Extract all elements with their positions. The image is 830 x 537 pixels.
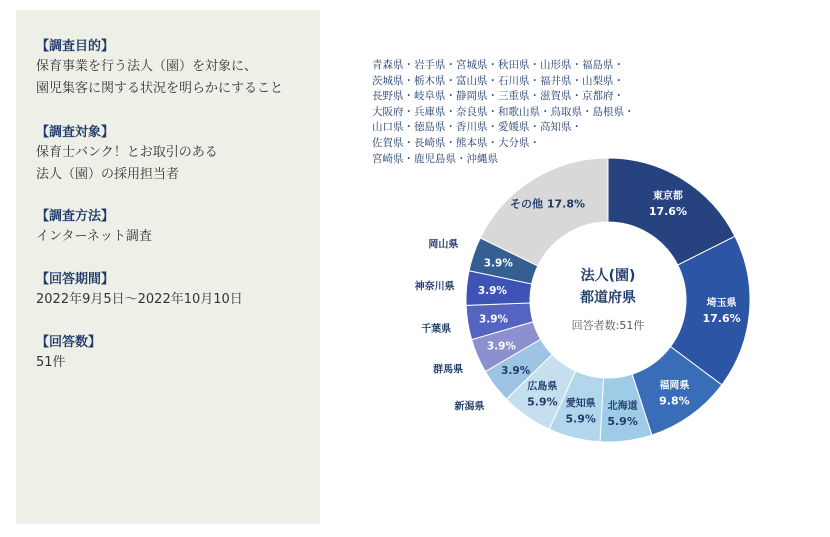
- slice-label-5: 愛知県: [565, 398, 596, 410]
- period-section: [36, 271, 243, 311]
- slice-label-3: 福岡県: [659, 380, 690, 392]
- target-line-1: 保育士バンク！とお取引のある: [36, 145, 218, 160]
- purpose-line-1: 保育事業を行う法人（園）を対象に、: [36, 59, 258, 74]
- slice-value-4: 5.9%: [607, 415, 638, 429]
- count-section: [36, 334, 101, 374]
- other-prefectures-line: 山口県・徳島県・香川県・愛媛県・高知県・: [372, 121, 582, 134]
- center-subtitle: 回答者数:51件: [571, 319, 645, 332]
- other-prefectures-line: 長野県・岐阜県・静岡県・三重県・滋賀県・京都府・: [372, 90, 624, 103]
- target-section: [36, 124, 218, 186]
- slice-value-8: 3.9%: [486, 340, 516, 353]
- target-heading: 【調査対象】: [36, 125, 115, 140]
- slice-label-6: 広島県: [527, 381, 558, 393]
- method-section: [36, 208, 152, 248]
- donut-center: [572, 267, 645, 332]
- other-prefectures-line: 青森県・岩手県・宮城県・秋田県・山形県・福島県・: [372, 59, 624, 71]
- count-line-1: 51件: [36, 355, 66, 370]
- slice-label-7: 新潟県: [454, 401, 485, 413]
- method-line-1: インターネット調査: [36, 229, 152, 244]
- slice-label-2: 埼玉県: [706, 298, 737, 309]
- slice-label-1: 東京都: [652, 191, 683, 202]
- target-line-2: 法人（園）の採用担当者: [36, 167, 180, 182]
- slice-label-4: 北海道: [607, 401, 638, 413]
- slice-label-8: 群馬県: [433, 364, 464, 376]
- survey-info-panel: [16, 10, 320, 524]
- other-prefectures-line: 佐賀県・長崎県・熊本県・大分県・: [372, 136, 540, 149]
- slice-label-9: 千葉県: [421, 323, 452, 335]
- slice-value-3: 9.8%: [659, 394, 690, 408]
- slice-label-10: 神奈川県: [414, 281, 455, 293]
- other-prefectures-line: 宮崎県・鹿児島県・沖縄県: [372, 152, 498, 165]
- center-title-line-2: 都道府県: [580, 290, 636, 306]
- other-prefectures-line: 大阪府・兵庫県・奈良県・和歌山県・鳥取県・島根県・: [372, 105, 635, 118]
- prefecture-donut-chart: [340, 40, 800, 510]
- center-title-line-1: 法人(園): [580, 268, 636, 284]
- slice-label-12: その他 17.8%: [510, 197, 585, 211]
- purpose-line-2: 園児集客に関する状況を明らかにすること: [36, 81, 284, 96]
- purpose-heading: 【調査目的】: [36, 39, 115, 54]
- slice-value-10: 3.9%: [477, 285, 507, 298]
- purpose-section: [36, 38, 283, 100]
- slice-value-6: 5.9%: [527, 395, 558, 409]
- period-heading: 【回答期間】: [36, 272, 115, 287]
- period-line-1: 2022年9月5日～2022年10月10日: [36, 292, 243, 307]
- slice-value-11: 3.9%: [483, 257, 513, 270]
- method-heading: 【調査方法】: [36, 209, 115, 224]
- slice-value-7: 3.9%: [501, 365, 531, 378]
- slice-value-2: 17.6%: [702, 312, 741, 325]
- slice-value-1: 17.6%: [648, 205, 687, 218]
- slice-value-9: 3.9%: [478, 313, 509, 326]
- slice-value-5: 5.9%: [565, 412, 596, 426]
- count-heading: 【回答数】: [36, 335, 102, 350]
- slice-label-11: 岡山県: [428, 239, 459, 251]
- other-prefectures-line: 茨城県・栃木県・富山県・石川県・福井県・山梨県・: [372, 74, 624, 87]
